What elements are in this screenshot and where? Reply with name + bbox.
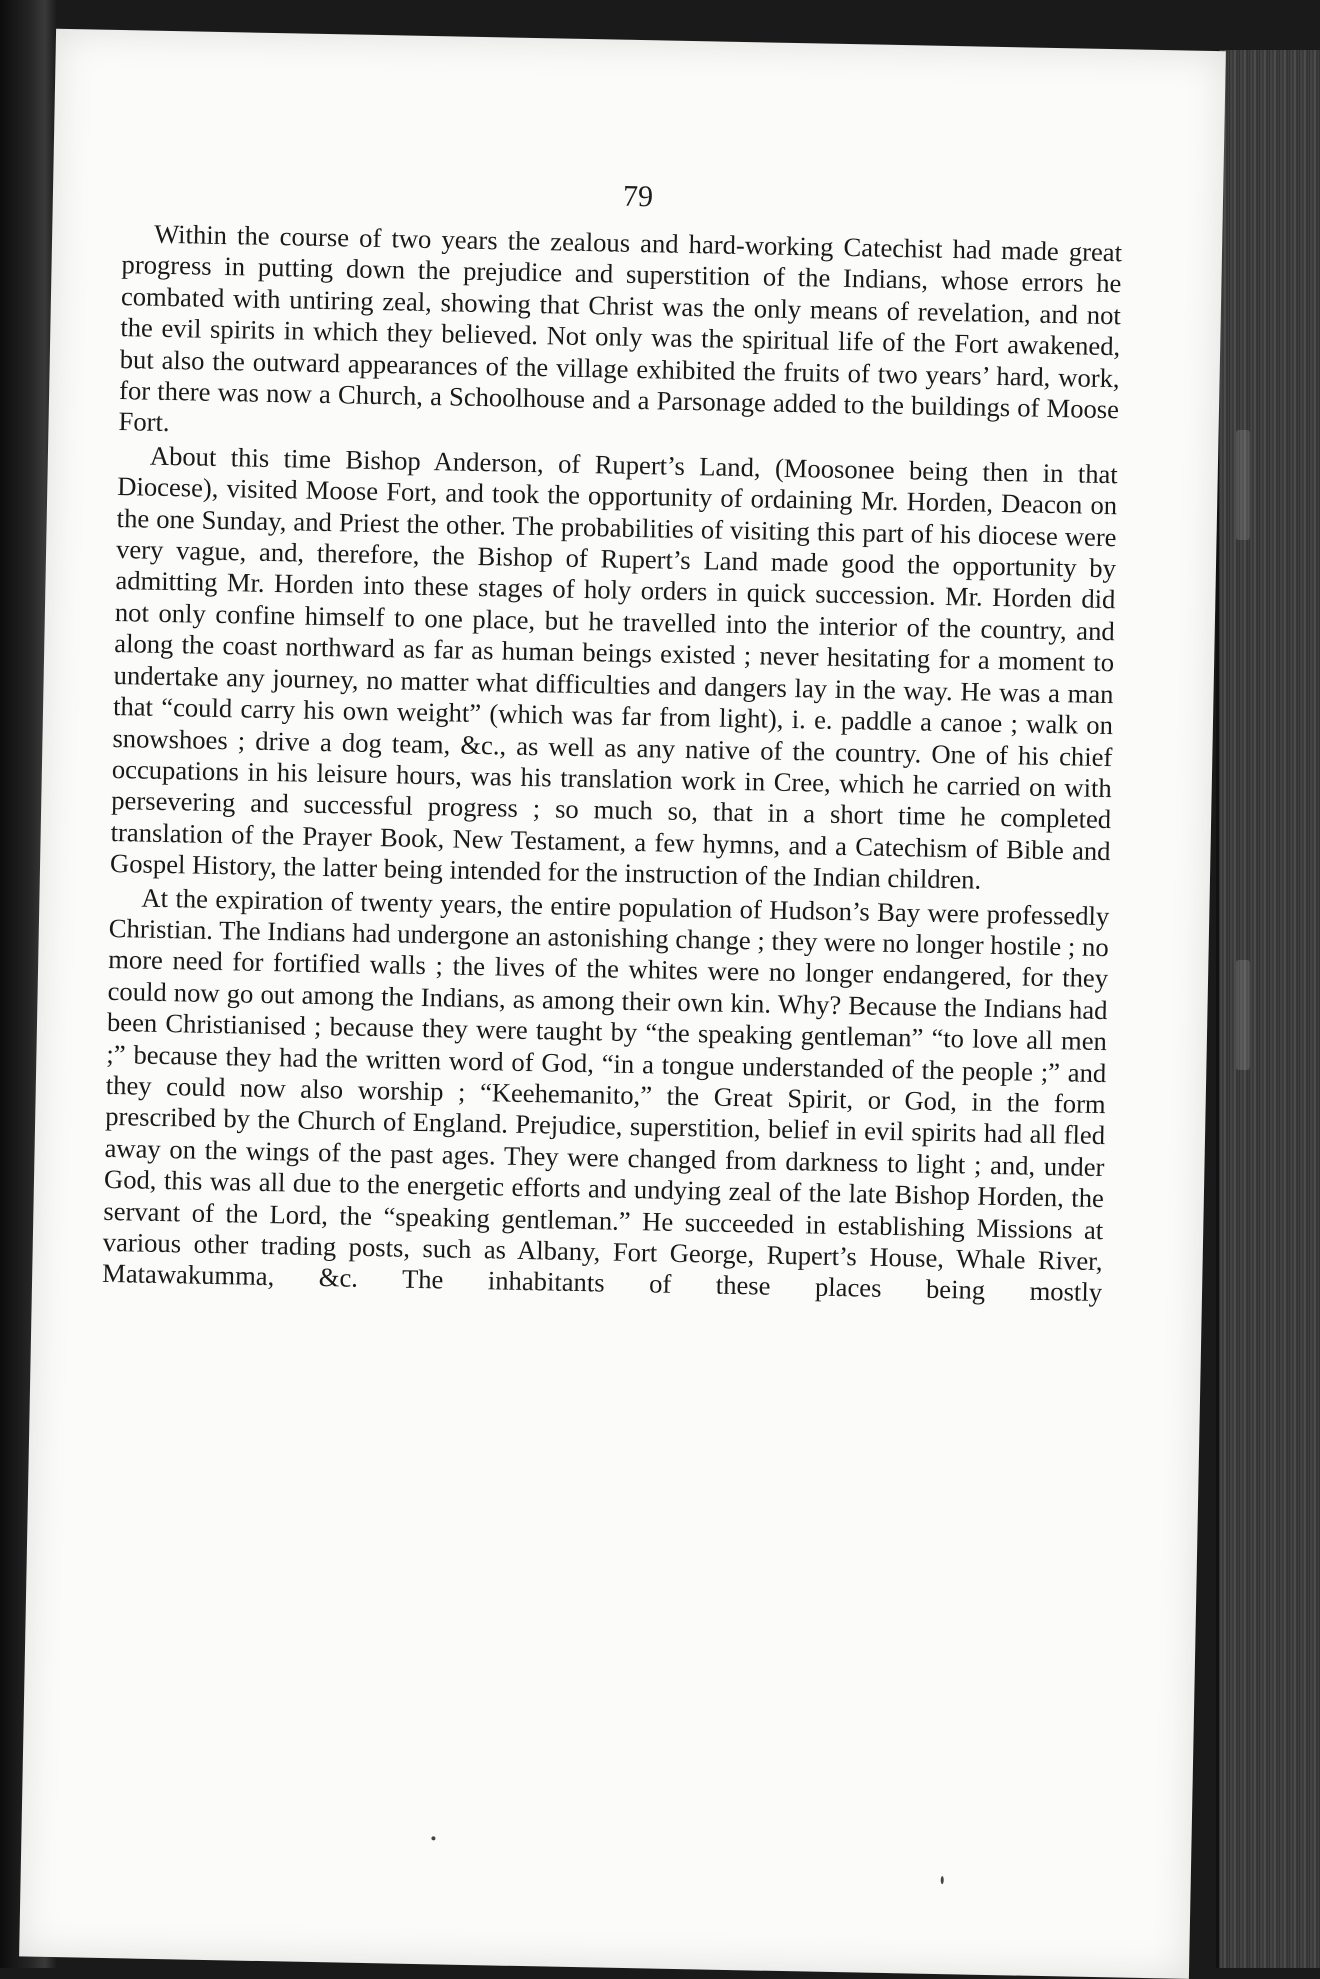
book-page-edges bbox=[1216, 50, 1320, 1968]
dust-speck bbox=[941, 1876, 944, 1884]
paragraph-1: Within the course of two years the zealous and hard-working Catechist had made great progress in putting down the prejudice and superstition of the Indians, whose errors he combated with untiring zeal, showing that Christ was the only means of revelation, and not the evil spirits in which they believed. Not only was the spiritual life of the Fort awakened, but also the outward appearances of the village exhibited the fruits of two years’ hard, work, for there was now a Church, a Schoolhouse and a Parsonage added to the buildings of Moose Fort. bbox=[118, 218, 1123, 438]
page-number: 79 bbox=[622, 179, 654, 214]
paragraph-2: About this time Bishop Anderson, of Rupert’s Land, (Moosonee being then in that Diocese), visited Moose Fort, and took the opportunity of ordaining Mr. Horden, Deacon on the one Sunday, and Priest the other. The probabilities of visiting this part of his diocese were very vague, and, therefore, the Bishop of Rupert’s Land made good the opportunity by admitting Mr. Horden into these stages of holy orders in quick succession. Mr. Horden did not only confine himself to one place, but he travelled into the interior of the country, and along the coast northward as far as human beings existed ; never hesitating for a moment to undertake any journey, no matter what difficulties and dangers lay in the way. He was a man that “could carry his own weight” (which was far from light), i. e. paddle a canoe ; walk on snowshoes ; drive a dog team, &c., as well as any native of the country. One of his chief occupations in his leisure hours, was his translation work in Cree, which he carried on with persevering and successful progress ; so much so, that in a short time he completed translation of the Prayer Book, New Testament, a few hymns, and a Catechism of Bible and Gospel History, the latter being intended for the instruction of the Indian children. bbox=[109, 440, 1119, 895]
edge-mark bbox=[1236, 430, 1250, 540]
edge-mark bbox=[1236, 960, 1250, 1070]
page-body bbox=[102, 218, 1122, 1309]
dust-speck bbox=[431, 1836, 435, 1840]
paragraph-3: At the expiration of twenty years, the entire population of Hudson’s Bay were professedly Christian. The Indians had undergone an astonishing change ; they were no longer hostile ; no more need for fortified walls ; the lives of the whites were no longer endangered, for they could now go out among the Indians, as among their own kin. Why? Because the Indians had been Christianised ; because they were taught by “the speaking gentleman” “to love all men ;” because they had the written word of God, “in a tongue understanded of the people ;” and they could now also worship ; “Keehemanito,” the Great Spirit, or God, in the form prescribed by the Church of England. Prejudice, superstition, belief in evil spirits had all fled away on the wings of the past ages. They were changed from darkness to light ; and, under God, this was all due to the energetic efforts and undying zeal of the late Bishop Horden, the servant of the Lord, the “speaking gentleman.” He succeeded in establishing Missions at various other trading posts, such as Albany, Fort George, Rupert’s House, Whale River, Matawakumma, &c. The inhabitants of these places being mostly bbox=[101, 882, 1110, 1308]
book-page bbox=[19, 29, 1226, 1979]
